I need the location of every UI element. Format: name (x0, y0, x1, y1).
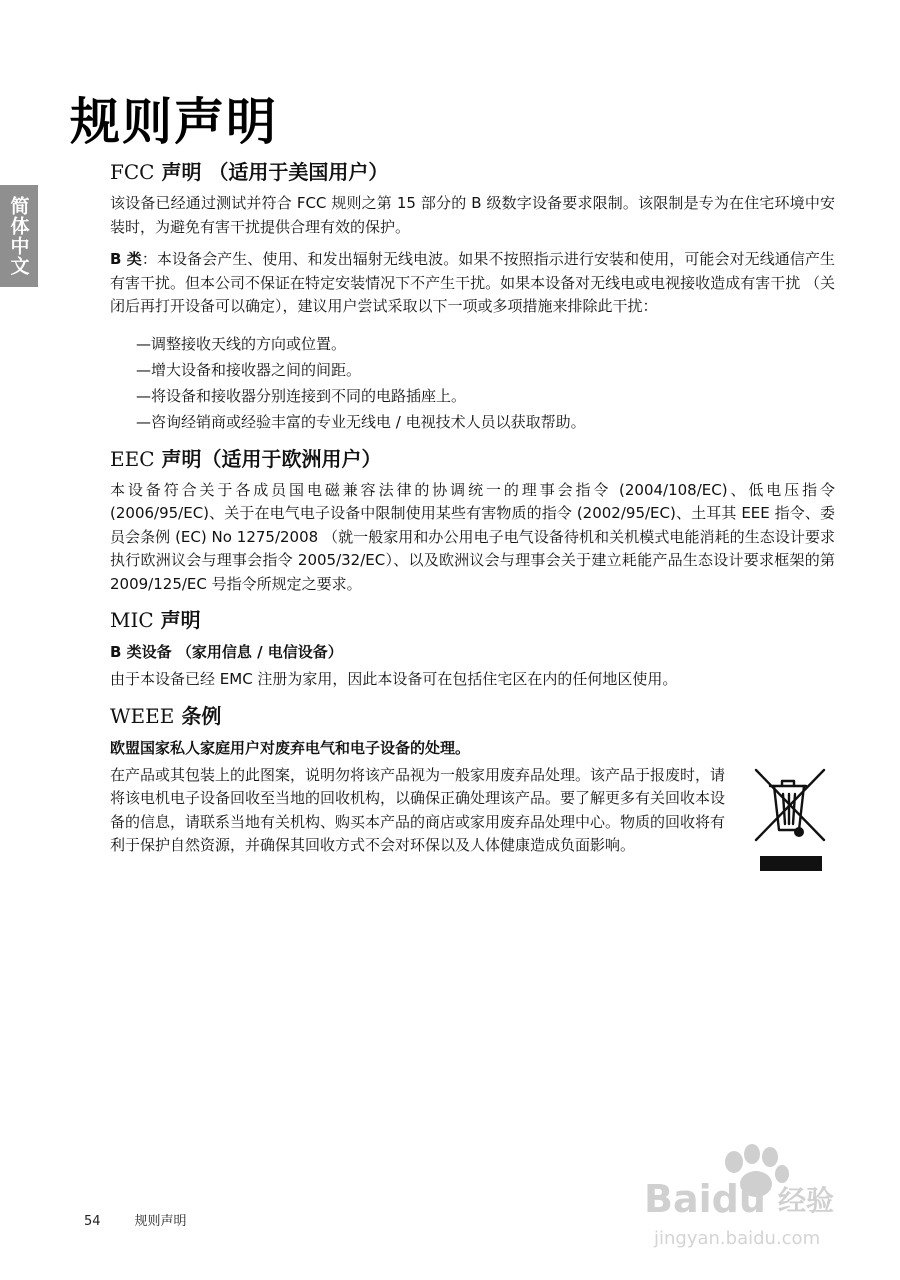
mic-heading-cn: 声明 (160, 608, 201, 632)
weee-row (110, 764, 835, 871)
fcc-paragraph-1: 该设备已经通过测试并符合 FCC 规则之第 15 部分的 B 级数字设备要求限制。该限制是专为在住宅环境中安装时，为避免有害干扰提供合理有效的保护。 (110, 194, 835, 236)
footer-section: 规则声明 (134, 1214, 187, 1229)
weee-heading-cn: 条例 (181, 703, 222, 728)
weee-crossed-bin-icon (752, 766, 828, 871)
watermark-url: jingyan.baidu.com (654, 1228, 821, 1249)
fcc-class-b-label: B 类 (110, 250, 142, 268)
list-item: —调整接收天线的方向或位置。 (136, 334, 347, 353)
fcc-measures-list (110, 331, 835, 435)
list-item: —将设备和接收器分别连接到不同的电路插座上。 (136, 386, 467, 405)
weee-paragraph: 在产品或其包装上的此图案，说明勿将该产品视为一般家用废弃品处理。该产品于报废时，请将该电机电子设备回收至当地的回收机构，以确保正确处理该产品。要了解更多有关回收本设备的信息，请联系当地有关机构、购买本产品的商店或家用废弃品处理中心。物质的回收将有利于保护自然资源，并确保其回收方式不会对环保以及人体健康造成负面影响。 (110, 765, 726, 854)
eec-heading-cn: 声明（适用于欧洲用户） (161, 446, 382, 471)
mic-heading (110, 606, 835, 634)
weee-subheading: 欧盟国家私人家庭用户对废弃电气和电子设备的处理。 (110, 738, 471, 757)
baidu-jingyan-watermark (640, 1140, 860, 1255)
mic-paragraph: 由于本设备已经 EMC 注册为家用，因此本设备可在包括住宅区在内的任何地区使用。 (110, 670, 678, 688)
eec-heading-latin: EEC (110, 446, 155, 471)
page-title: 规则声明 (70, 93, 278, 151)
fcc-paragraph-2-text: ：本设备会产生、使用、和发出辐射无线电波。如果不按照指示进行安装和使用，可能会对无线通信产生有害干扰。但本公司不保证在特定安装情况下不产生干扰。如果本设备对无线电或电视接收造成有害干扰 （关闭后再打开设备可以确定），建议用户尝试采取以下一项或多项措施来排除此干扰： (110, 250, 836, 315)
list-item: —咨询经销商或经验丰富的专业无线电 / 电视技术人员以获取帮助。 (136, 412, 586, 431)
weee-heading (110, 702, 835, 730)
fcc-paragraph-2 (110, 248, 835, 319)
eec-paragraph: 本设备符合关于各成员国电磁兼容法律的协调统一的理事会指令 (2004/108/EC)、低电压指令 (2006/95/EC)、关于在电气电子设备中限制使用某些有害物质的指令 (2002/95/EC)、土耳其 EEE 指令、委员会条例 (EC) No 1275/2008 （就一般家用和办公用电子电气设备待机和关机模式电能消耗的生态设计要求执行欧洲议会与理事会指令 2005/32/EC）、以及欧洲议会与理事会关于建立耗能产品生态设计要求框架的第 2009/125/EC 号指令所规定之要求。 (110, 480, 835, 593)
eec-heading (110, 445, 835, 473)
document-body (110, 158, 835, 871)
weee-heading-latin: WEEE (110, 703, 175, 728)
mic-heading-latin: MIC (110, 608, 154, 632)
side-language-tab (0, 185, 38, 287)
fcc-heading-latin: FCC (110, 160, 155, 184)
page-number: 54 (84, 1214, 101, 1229)
fcc-heading-cn: 声明 （适用于美国用户） (161, 160, 389, 184)
page-footer (84, 1210, 187, 1229)
list-item: —增大设备和接收器之间的间距。 (136, 360, 362, 379)
watermark-brand: Baidu (644, 1177, 766, 1221)
mic-subheading: B 类设备 （家用信息 / 电信设备） (110, 643, 343, 661)
fcc-heading (110, 158, 835, 186)
watermark-cn: 经验 (778, 1184, 835, 1217)
weee-black-bar (760, 856, 822, 871)
side-tab-label: 简体中文 (7, 196, 30, 276)
